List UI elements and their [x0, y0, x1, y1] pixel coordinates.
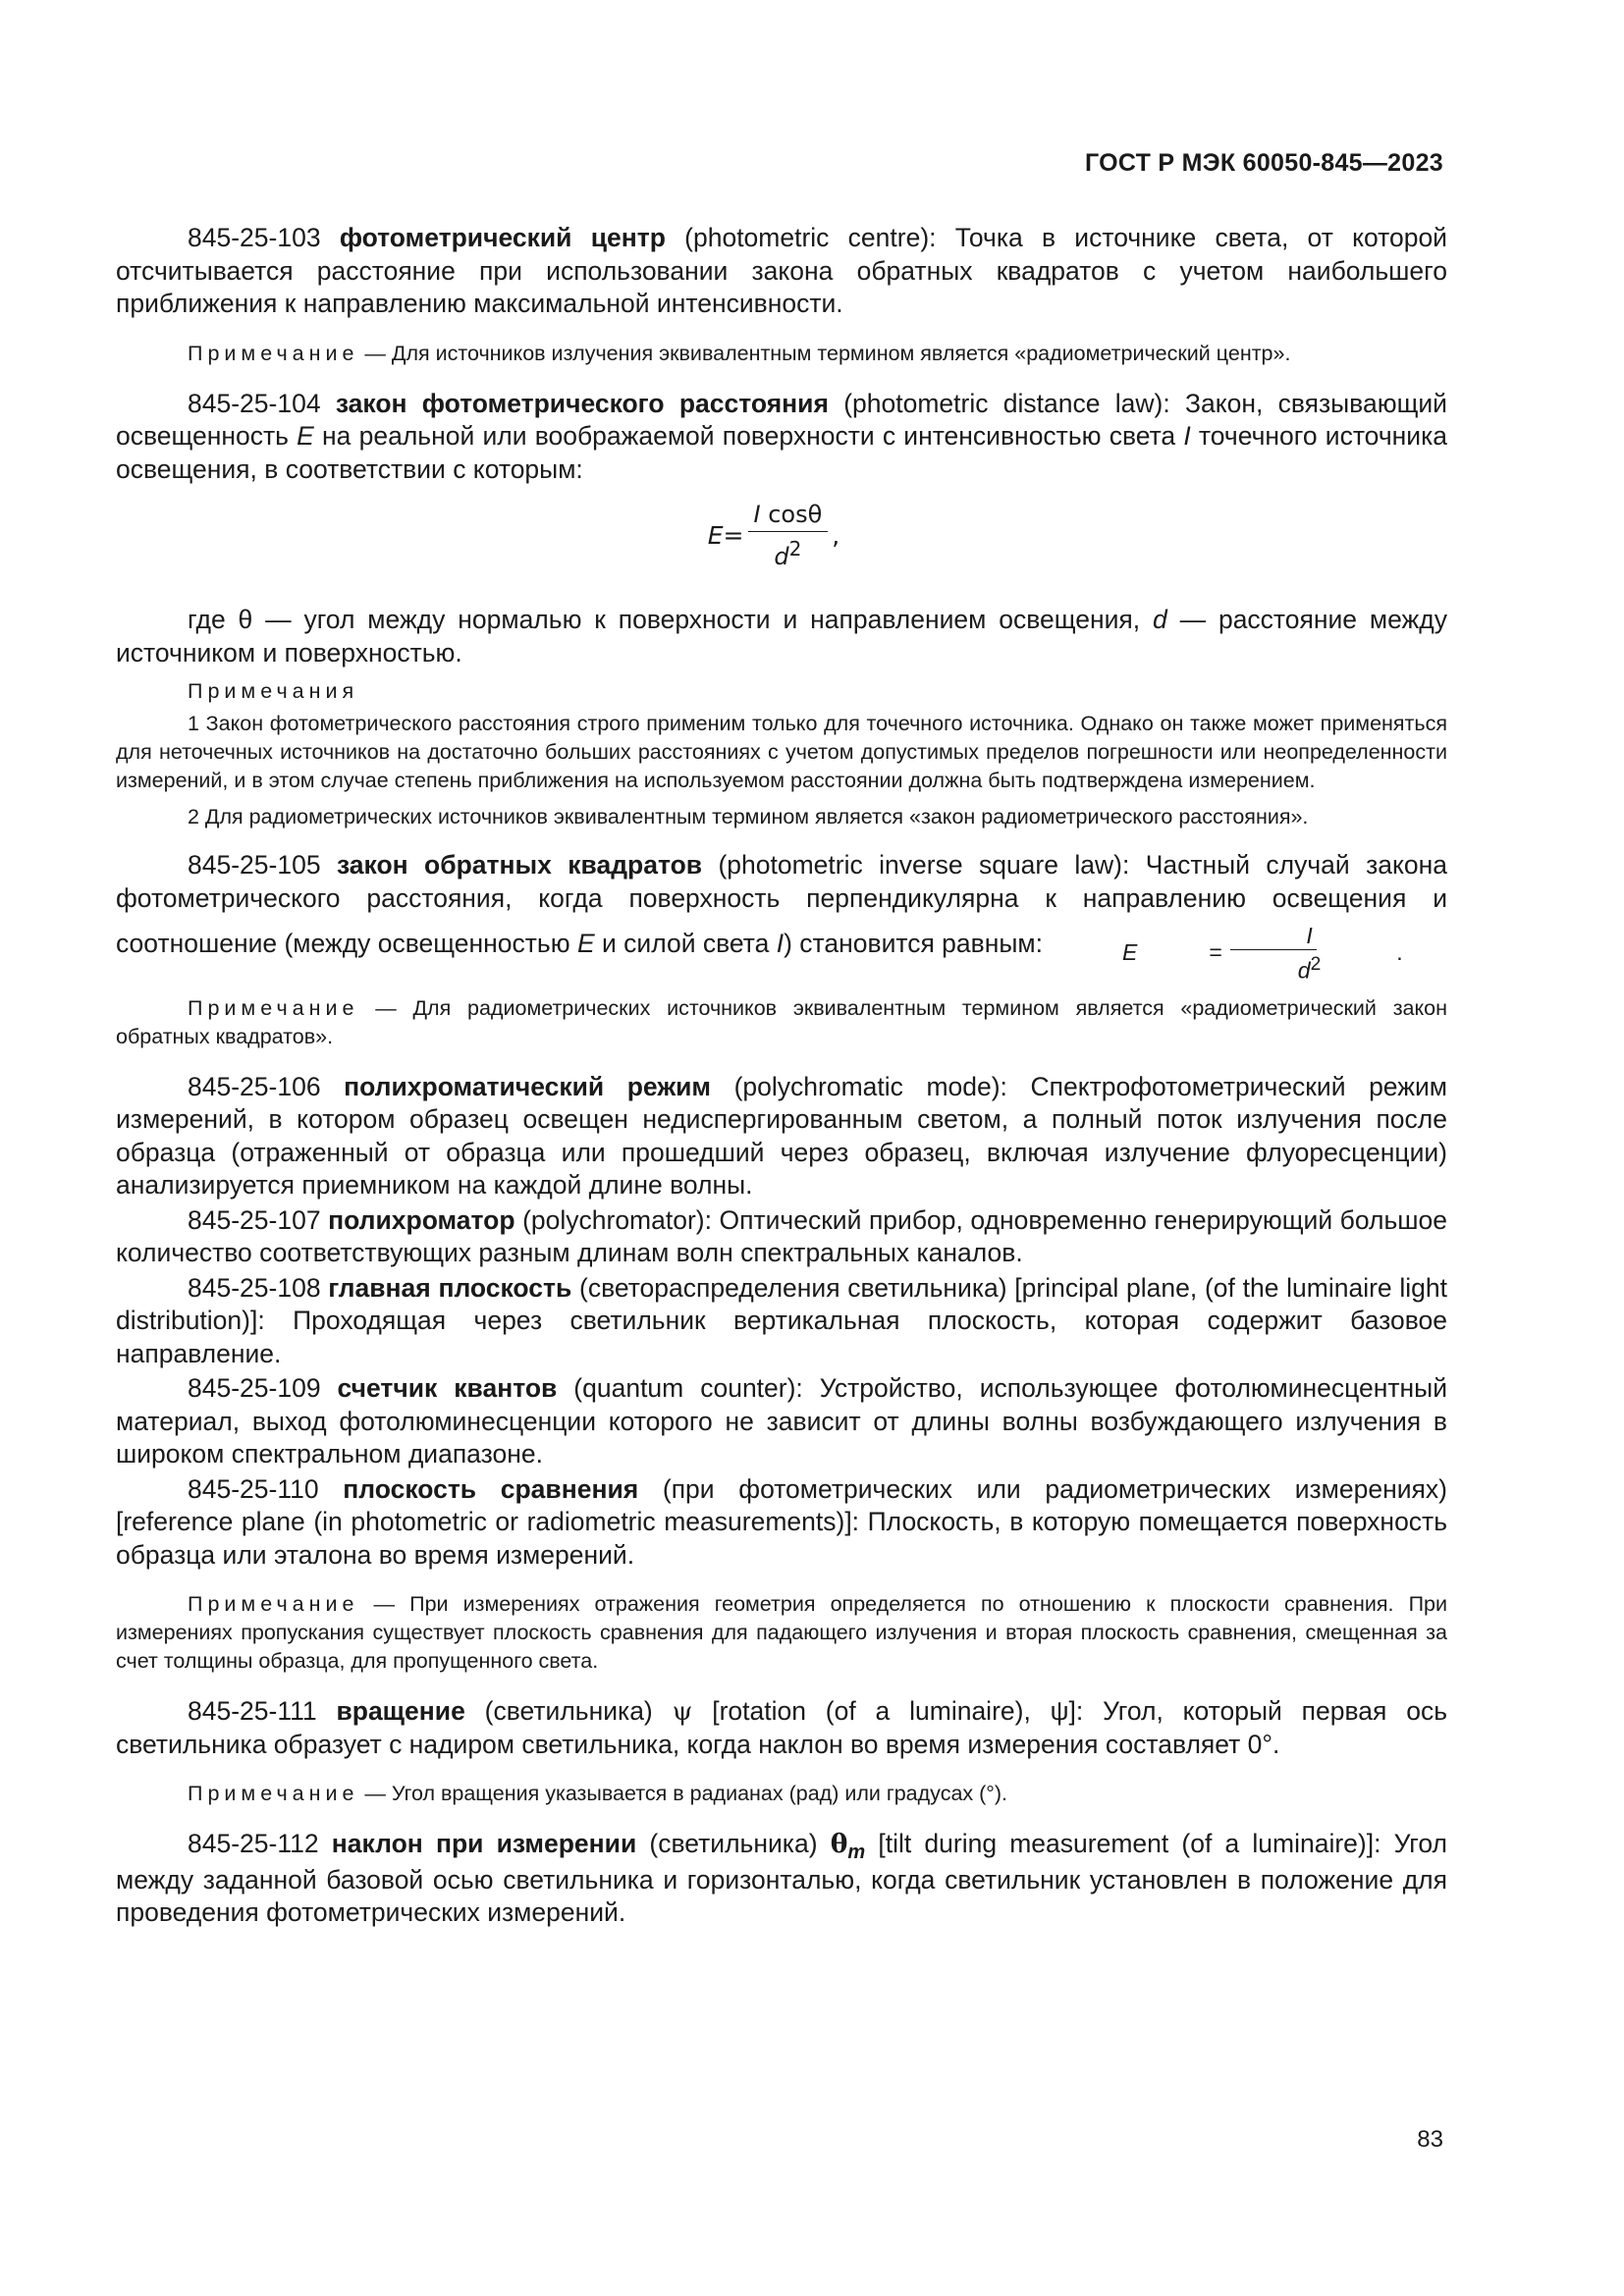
- term-name: счетчик квантов: [337, 1373, 558, 1404]
- formula-explanation: [116, 604, 1447, 669]
- note-text: — Для радиометрических источников эквивалентным термином является «радиометрический закон обратных квадратов».: [116, 995, 1447, 1048]
- term-name: плоскость сравнения: [343, 1473, 639, 1504]
- formula-equals: =: [723, 521, 744, 550]
- symbol-subscript: m: [847, 1842, 866, 1864]
- term-code: 845-25-112: [188, 1829, 319, 1859]
- formula-numerator: [748, 500, 829, 532]
- numerator-var: I: [753, 501, 761, 528]
- document-body: [116, 222, 1447, 1949]
- variable-i: I: [776, 928, 785, 958]
- note-label: Примечание: [188, 1782, 359, 1806]
- term-code: 845-25-103: [188, 223, 321, 252]
- formula-distance-law: [116, 500, 1447, 578]
- term-definition: (при фотометрических или радиометрических измерениях) [reference plane (in photometric or radiometric measurements)]: Плоскость, в которую помещается поверхность образца или эталона во время измерений.: [116, 1473, 1447, 1570]
- term-definition: (quantum counter): Устройство, использующее фотолюминесцентный материал, выход фотолюминесценции которого не зависит от длины волны возбуждающего излучения в широком спектральном диапазоне.: [116, 1373, 1448, 1469]
- term-definition-part: (photometric inverse square law): Частный случай закона фотометрического расстояния, когда поверхность перпендикулярна к направлению освещения и соотношение (между освещенностью: [116, 850, 1447, 958]
- formula-period: .: [1396, 939, 1403, 966]
- term-845-25-104: [116, 388, 1447, 487]
- note-label: Примечание: [188, 1592, 359, 1617]
- term-code: 845-25-109: [188, 1373, 321, 1404]
- term-code: 845-25-110: [188, 1473, 319, 1504]
- term-definition-part: [tilt during measurement (of a luminaire)]: Угол между заданной базовой осью светильника и горизонталью, когда светильник установлен в положение для проведения фотометрических измерений.: [116, 1829, 1447, 1928]
- formula-numerator: [1230, 923, 1316, 950]
- numerator-var: I: [1306, 923, 1313, 948]
- term-code: 845-25-104: [188, 388, 321, 418]
- term-definition: (polychromatic mode): Спектрофотометрический режим измерений, в котором образец освещен недиспергированным светом, а полный поток излучения после образца (отраженный от образца или прошедший через образец, включая излучение флуоресценции) анализируется приемником на каждой длине волны.: [116, 1071, 1447, 1201]
- formula-lhs: E: [707, 521, 724, 550]
- term-name: фотометрический центр: [339, 223, 666, 252]
- term-name: полихроматор: [328, 1204, 515, 1235]
- note-label: Примечание: [188, 995, 359, 1020]
- term-definition-part: (photometric distance law): Закон, связывающий освещенность: [116, 388, 1447, 451]
- formula-lhs: E: [1122, 939, 1138, 966]
- symbol-theta: θ: [830, 1829, 848, 1860]
- term-name: наклон при измерении: [331, 1829, 637, 1859]
- variable-i: I: [1183, 421, 1191, 451]
- formula-denominator: [774, 532, 801, 571]
- term-definition: (polychromator): Оптический прибор, одновременно генерирующий большое количество соответствующих разным длинам волн спектральных каналов.: [116, 1204, 1447, 1268]
- note-item-1: 1 Закон фотометрического расстояния строго применим только для точечного источника. Однако он также может применяться для неточечных источников на достаточно больших расстояниях с учетом допустимых пределов погрешности или неопределенности измерений, и в этом случае степень приближения на используемом расстоянии должна быть подтверждена измерением.: [116, 712, 1447, 792]
- term-name: главная плоскость: [328, 1272, 572, 1303]
- term-code: 845-25-106: [188, 1071, 321, 1101]
- term-name: закон фотометрического расстояния: [335, 388, 829, 418]
- term-code: 845-25-105: [188, 850, 321, 880]
- note-845-25-105: [116, 994, 1447, 1051]
- term-845-25-107: [116, 1204, 1447, 1270]
- note-text: — Для источников излучения эквивалентным термином является «радиометрический центр».: [358, 341, 1291, 365]
- term-845-25-103: [116, 222, 1447, 321]
- term-845-25-105: [116, 849, 1447, 984]
- term-name: полихроматический режим: [344, 1071, 712, 1101]
- numerator-rest: cosθ: [760, 501, 823, 528]
- notes-heading: Примечания: [188, 679, 359, 703]
- term-definition-part: точечного источника освещения, в соответствии с которым:: [116, 421, 1447, 484]
- page-number: 83: [1417, 2126, 1443, 2153]
- note-845-25-111: [116, 1780, 1447, 1808]
- term-definition-part: на реальной или воображаемой поверхности с интенсивностью света: [313, 421, 1184, 451]
- term-name: закон обратных квадратов: [336, 850, 703, 880]
- term-definition-part: (светильника): [636, 1829, 831, 1859]
- term-definition: (photometric centre): Точка в источнике света, от которой отсчитывается расстояние при использовании закона обратных квадратов с учетом наибольшего приближения к направлению максимальной интенсивности.: [116, 223, 1447, 318]
- note-text: — Угол вращения указывается в радианах (рад) или градусах (°).: [358, 1782, 1008, 1806]
- term-code: 845-25-107: [188, 1204, 321, 1235]
- term-definition-part: [rotation (of a luminaire), ψ]: Угол, который первая ось светильника образует с надиром светильника, когда наклон во время измерения составляет 0°.: [116, 1696, 1447, 1759]
- term-definition-part: (светильника): [464, 1696, 673, 1727]
- formula-equals: =: [1209, 939, 1222, 966]
- symbol-psi: ψ: [672, 1696, 693, 1728]
- denominator-exponent: 2: [1310, 954, 1322, 975]
- variable-d: d: [1153, 605, 1167, 634]
- term-code: 845-25-108: [188, 1272, 321, 1303]
- explanation-part: где θ — угол между нормалью к поверхности и направлением освещения,: [188, 605, 1153, 634]
- variable-e: E: [297, 421, 314, 451]
- term-definition-part: и силой света: [594, 928, 777, 958]
- note-845-25-110: [116, 1590, 1447, 1676]
- formula-inverse-square: [1051, 923, 1403, 984]
- formula-fraction: [1226, 923, 1321, 984]
- note-label: Примечание: [188, 341, 359, 365]
- variable-e: E: [576, 928, 595, 958]
- term-845-25-108: [116, 1272, 1447, 1371]
- term-845-25-109: [116, 1372, 1447, 1471]
- term-845-25-110: [116, 1473, 1447, 1573]
- note-item-2: 2 Для радиометрических источников эквивалентным термином является «закон радиометрического расстояния».: [188, 805, 1309, 828]
- term-definition-part: ) становится равным:: [784, 928, 1043, 958]
- term-845-25-111: [116, 1695, 1447, 1761]
- term-definition: (светораспределения светильника) [principal plane, (of the luminaire light distribution)]: Проходящая через светильник вертикальная плоскость, которая содержит базовое направление.: [116, 1272, 1447, 1368]
- formula-fraction: [748, 500, 829, 571]
- document-header: ГОСТ Р МЭК 60050-845—2023: [1084, 149, 1443, 177]
- note-845-25-103: [116, 340, 1447, 368]
- formula-denominator: [1226, 950, 1321, 984]
- term-code: 845-25-111: [188, 1696, 317, 1727]
- formula-comma: ,: [832, 521, 840, 550]
- term-name: вращение: [336, 1696, 465, 1727]
- explanation-part: — расстояние между источником и поверхностью.: [116, 605, 1447, 667]
- denominator-var: d: [1297, 957, 1311, 984]
- denominator-exponent: 2: [788, 537, 802, 561]
- note-text: — При измерениях отражения геометрия определяется по отношению к плоскости сравнения. При измерениях пропускания существует плоскость сравнения для падающего излучения и вторая плоскость сравнения, смещенная за счет толщины образца, для пропущенного света.: [116, 1592, 1447, 1674]
- denominator-var: d: [774, 543, 789, 570]
- term-845-25-112: [116, 1828, 1447, 1930]
- term-845-25-106: [116, 1071, 1447, 1202]
